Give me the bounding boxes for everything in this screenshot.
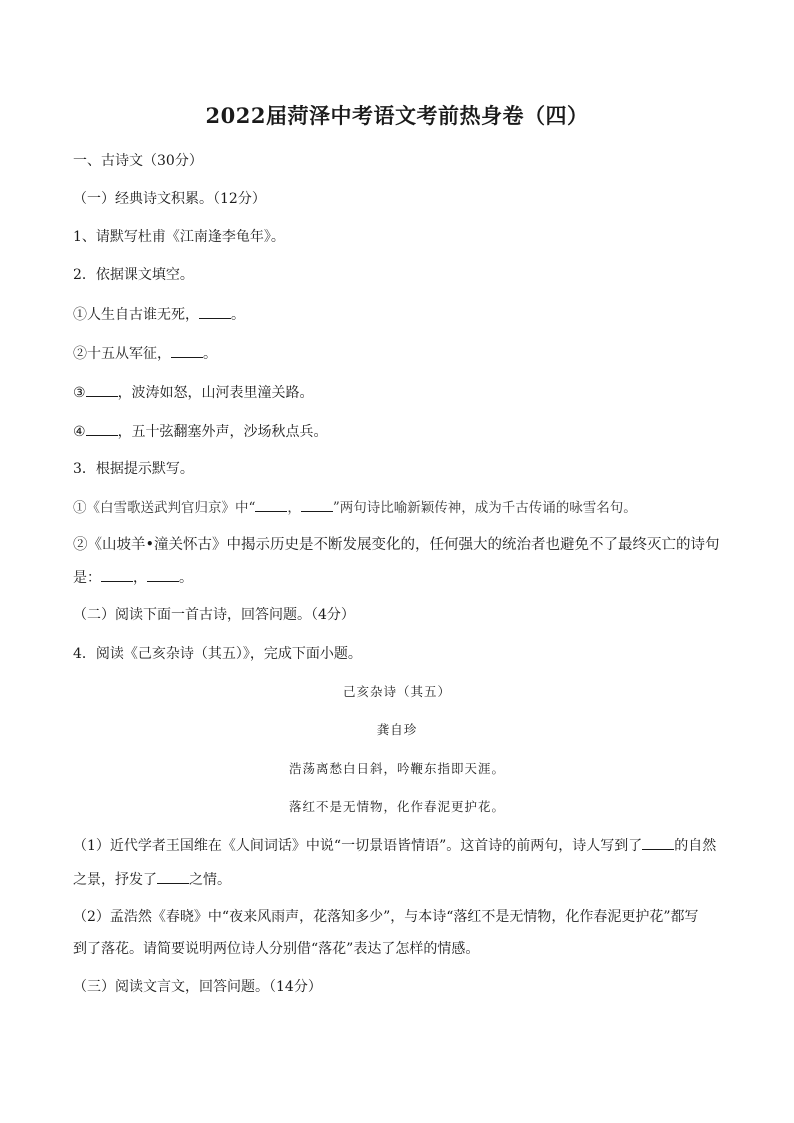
question-2-item-2: ②十五从军征， 。 [73,343,733,364]
question-4-1-line-1: （1）近代学者王国维在《人间词话》中说“一切景语皆情语”。这首诗的前两句，诗人写到了 的自然 [73,835,733,856]
poem-title: 己亥杂诗（其五） [342,684,451,699]
question-4-2-line-2: 到了落花。请简要说明两位诗人分别借“落花”表达了怎样的情感。 [73,941,480,957]
question-2-item-4: ④ ，五十弦翻塞外声，沙场秋点兵。 [73,421,733,442]
answer-blank[interactable] [147,567,179,582]
section-heading: 一、古诗文（30分） [73,153,203,169]
question-2: 2．依据课文填空。 [73,267,194,283]
question-3: 3．根据提示默写。 [73,461,194,477]
part1-heading: （一）经典诗文积累。（12分） [73,191,266,207]
answer-blank[interactable] [301,497,333,512]
answer-blank[interactable] [642,835,674,850]
question-2-item-1: ①人生自古谁无死， 。 [73,304,733,325]
question-3-item-2-line-2: 是： ， 。 [73,567,733,588]
question-4-2-line-1: （2）孟浩然《春晓》中“夜来风雨声，花落知多少”，与本诗“落红不是无情物，化作春泥更护花”都写 [73,909,699,925]
poem-line-2: 落红不是无情物，化作春泥更护花。 [288,799,505,814]
question-4-1-line-2: 之景，抒发了 之情。 [73,869,733,890]
answer-blank[interactable] [86,382,118,397]
answer-blank[interactable] [199,304,231,319]
question-4: 4．阅读《己亥杂诗（其五）》，完成下面小题。 [73,646,362,662]
answer-blank[interactable] [101,567,133,582]
part3-heading: （三）阅读文言文，回答问题。（14分） [73,979,322,995]
part2-heading: （二）阅读下面一首古诗，回答问题。（4分） [73,607,355,623]
poem-line-1: 浩荡离愁白日斜，吟鞭东指即天涯。 [288,761,505,776]
question-2-item-3: ③ ，波涛如怒，山河表里潼关路。 [73,382,733,403]
question-3-item-1: ①《白雪歌送武判官归京》中“ ， ”两句诗比喻新颖传神，成为千古传诵的咏雪名句。 [73,497,733,518]
answer-blank[interactable] [171,343,203,358]
poem-author: 龚自珍 [376,722,418,737]
page-title: 2022届菏泽中考语文考前热身卷（四） [205,103,589,128]
answer-blank[interactable] [86,421,118,436]
question-1: 1、请默写杜甫《江南逢李龟年》。 [73,229,285,245]
question-3-item-2-line-1: ②《山坡羊•潼关怀古》中揭示历史是不断发展变化的，任何强大的统治者也避免不了最终灭亡的诗句 [73,537,720,553]
answer-blank[interactable] [255,497,287,512]
answer-blank[interactable] [157,869,189,884]
